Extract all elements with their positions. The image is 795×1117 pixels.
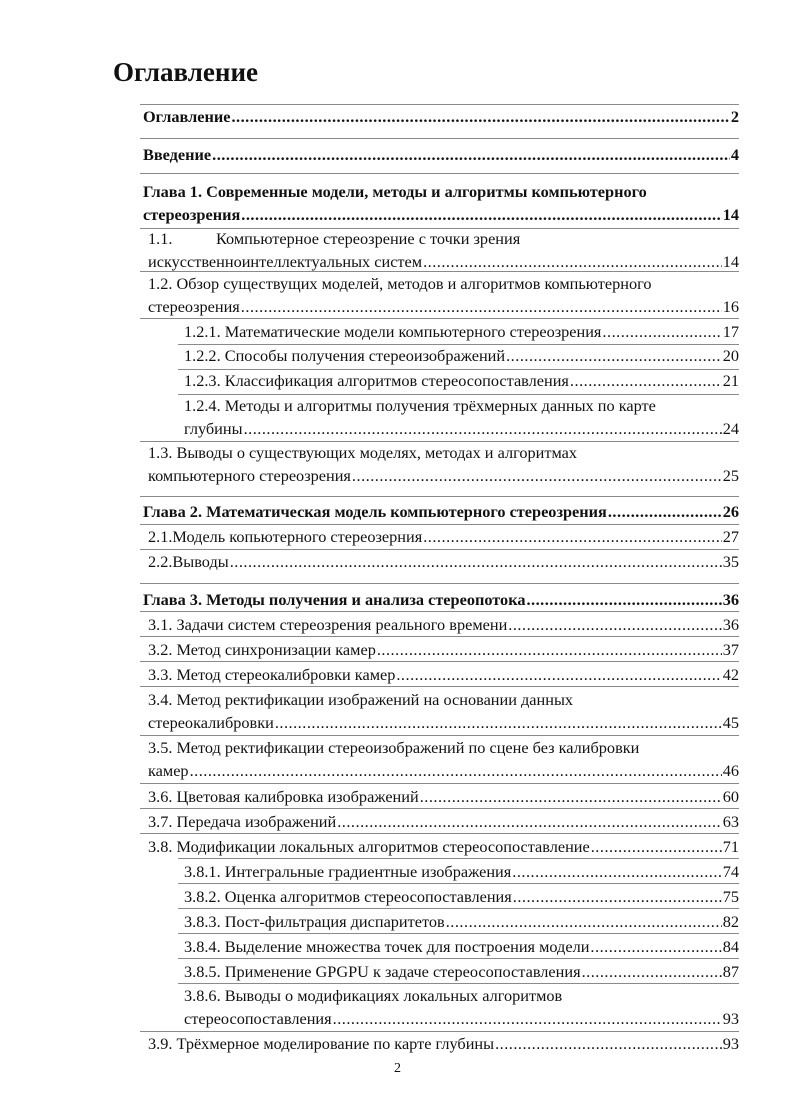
toc-entry[interactable]: 3.3. Метод стереокалибровки камер ..... 42 [148, 663, 739, 686]
toc-entry[interactable]: 3.8.3. Пост-фильтрация диспаритетов ..... 82 [184, 910, 739, 933]
rule [178, 858, 739, 859]
toc-entry[interactable]: Глава 3. Методы получения и анализа стереопотока ..... 36 [143, 588, 739, 611]
rule [140, 173, 739, 174]
rule [178, 908, 739, 909]
toc-entry[interactable]: 3.4. Метод ректификации изображений на основании данных стереокалибровки ..... 45 [148, 688, 739, 734]
toc-entry[interactable]: Оглавление ..... 2 [143, 105, 739, 128]
rule [140, 833, 739, 834]
toc-entry[interactable]: Введение ..... 4 [143, 143, 739, 166]
toc-entry[interactable]: 3.2. Метод синхронизации камер ..... 37 [148, 638, 739, 661]
rule [140, 808, 739, 809]
toc-entry[interactable]: 1.1. Компьютерное стереозрение с точки зрения искусственноинтеллектуальных систем ..... 14 [148, 227, 739, 273]
toc-entry[interactable]: 1.2.2. Способы получения стереоизображений ..... 20 [184, 344, 739, 367]
toc-entry[interactable]: 3.8.5. Применение GPGPU к задаче стереосопоставления ..... 87 [184, 960, 739, 983]
toc-entry[interactable]: 3.8.2. Оценка алгоритмов стереосопоставления ..... 75 [184, 885, 739, 908]
rule [140, 496, 739, 497]
toc-entry[interactable]: 1.2.3. Классификация алгоритмов стереосопоставления ..... 21 [184, 369, 739, 392]
toc-entry[interactable]: 1.2.4. Методы и алгоритмы получения трёхмерных данных по карте глубины ..... 24 [184, 394, 739, 440]
rule [178, 958, 739, 959]
toc-entry[interactable]: Глава 1. Современные модели, методы и алгоритмы компьютерного стереозрения ..... 14 [143, 180, 739, 226]
rule [140, 636, 739, 637]
page-number: 2 [394, 1061, 401, 1076]
rule [140, 583, 739, 584]
toc-entry[interactable]: 3.1. Задачи систем стереозрения реального времени ..... 36 [148, 613, 739, 636]
rule [178, 883, 739, 884]
toc-entry[interactable]: 3.8.1. Интегральные градиентные изображения ..... 74 [184, 860, 739, 883]
rule [140, 661, 739, 662]
rule [178, 933, 739, 934]
page-title: Оглавление [113, 57, 258, 87]
toc-entry[interactable]: 3.8. Модификации локальных алгоритмов стереосопоставление ..... 71 [148, 835, 739, 858]
toc-entry[interactable]: 3.5. Метод ректификации стереоизображений по сцене без калибровки камер ..... 46 [148, 736, 739, 782]
toc-entry[interactable]: 1.3. Выводы о существующих моделях, методах и алгоритмах компьютерного стереозрения ..... 25 [148, 441, 739, 487]
toc-entry[interactable]: 2.1. Модель копьютерного стереозерния ..... 27 [148, 525, 739, 548]
toc-entry[interactable]: 3.8.6. Выводы о модификациях локальных алгоритмов стереосопоставления ..... 93 [184, 984, 739, 1030]
rule [140, 783, 739, 784]
rule [140, 138, 739, 139]
toc-entry[interactable]: 1.2.1. Математические модели компьютерного стереозрения ..... 17 [184, 320, 739, 343]
toc-entry[interactable]: 3.7. Передача изображений ..... 63 [148, 810, 739, 833]
toc-entry[interactable]: 3.6. Цветовая калибровка изображений ..... 60 [148, 785, 739, 808]
rule [140, 611, 739, 612]
rule [140, 318, 739, 319]
toc-entry[interactable]: 1.2. Обзор существущих моделей, методов и алгоритмов компьютерного стереозрения ..... 16 [148, 272, 739, 318]
toc-entry[interactable]: Глава 2. Математическая модель компьютерного стереозрения ..... 26 [143, 500, 739, 523]
toc-entry[interactable]: 2.2. Выводы ..... 35 [148, 550, 739, 573]
toc-entry[interactable]: 3.9. Трёхмерное моделирование по карте глубины ..... 93 [148, 1032, 739, 1055]
toc-entry[interactable]: 3.8.4. Выделение множества точек для построения модели ..... 84 [184, 935, 739, 958]
rule [140, 686, 739, 687]
